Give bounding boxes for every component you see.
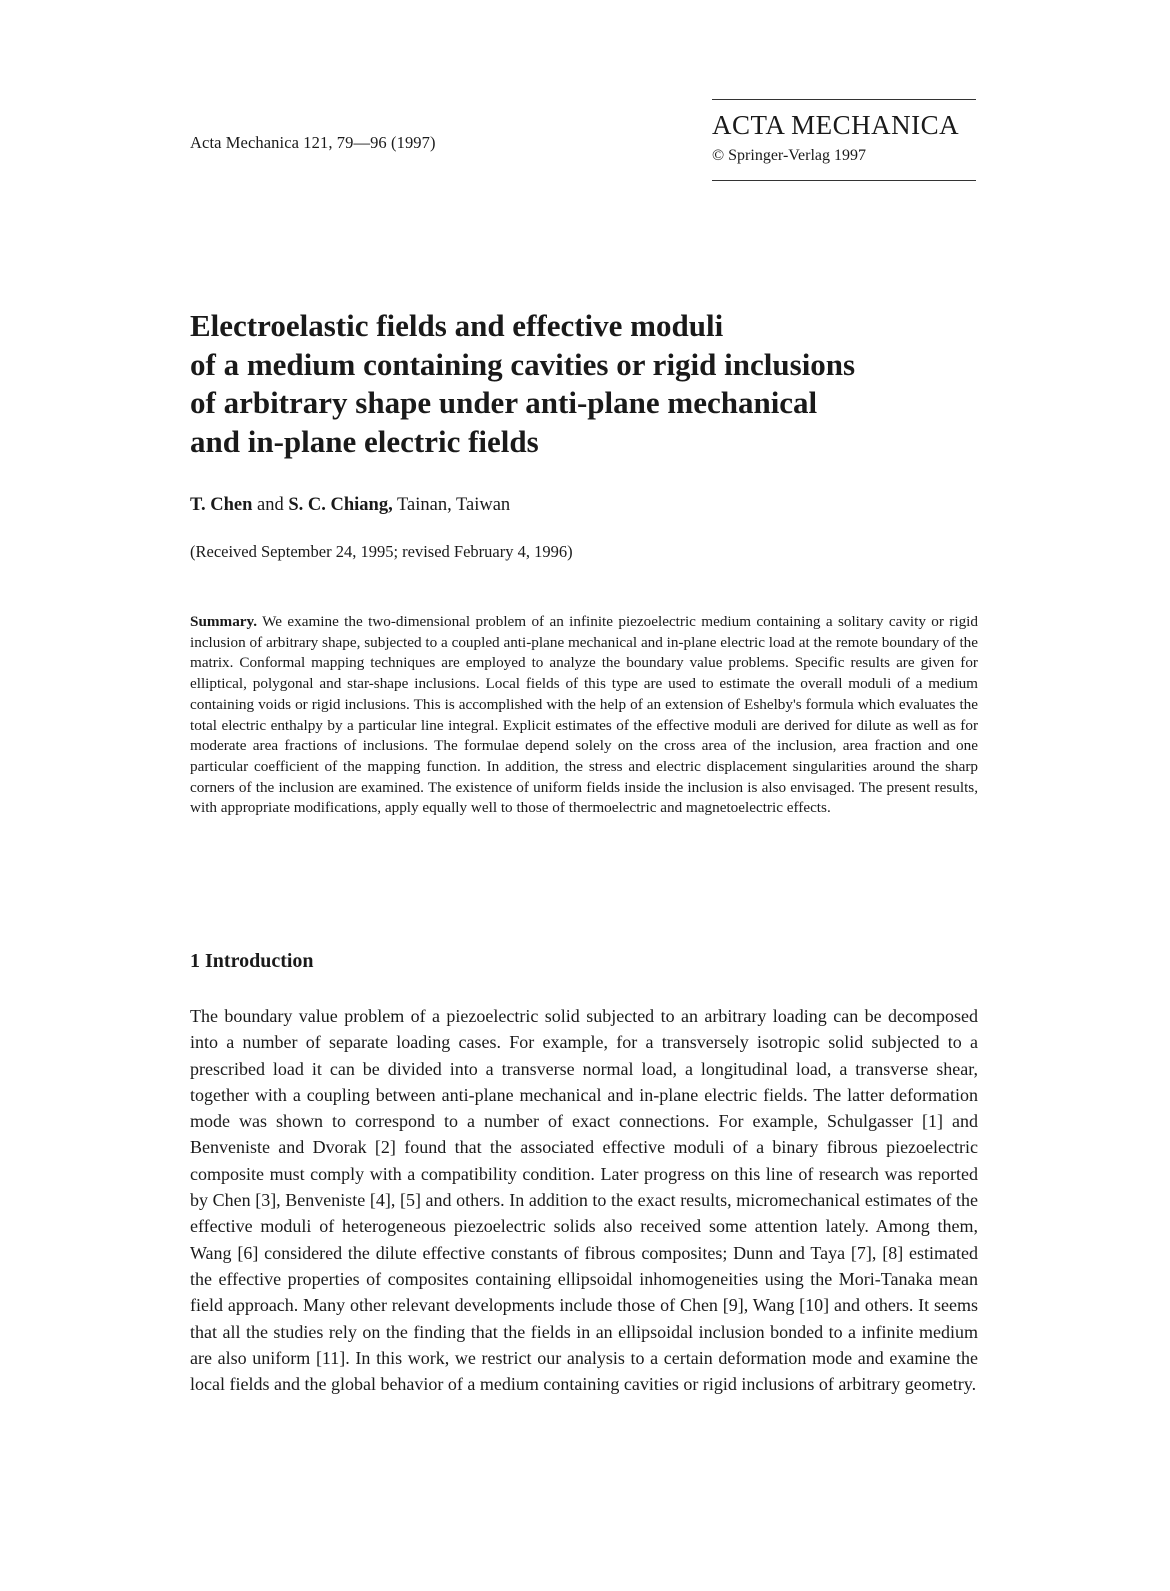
title-line-4: and in-plane electric fields — [190, 423, 539, 459]
journal-name: ACTA MECHANICA — [712, 110, 960, 140]
title-line-2: of a medium containing cavities or rigid inclusions — [190, 346, 856, 382]
author-affiliation: Tainan, Taiwan — [392, 495, 511, 515]
title-line-1: Electroelastic fields and effective moduli — [190, 308, 724, 343]
author-chen: T. Chen — [190, 495, 253, 515]
author-line — [190, 495, 510, 516]
author-chiang: S. C. Chiang, — [288, 495, 393, 515]
publisher-copyright: © Springer-Verlag 1997 — [712, 147, 867, 164]
introduction-paragraph: The boundary value problem of a piezoelectric solid subjected to an arbitrary loading can be decomposed into a number of separate loading cases. For example, for a transversely isotropic solid subjected to a prescribed load it can be divided into a transverse normal load, a longitudinal load, a transverse shear, together with a coupling between anti-plane mechanical and in-plane electric fields. The latter deformation mode was shown to correspond to a number of exact connections. For example, Schulgasser [1] and Benveniste and Dvorak [2] found that the associated effective moduli of a binary fibrous piezoelectric composite must comply with a compatibility condition. Later progress on this line of research was reported by Chen [3], Benveniste [4], [5] and others. In addition to the exact results, micromechanical estimates of the effective moduli of heterogeneous piezoelectric solids also received some attention lately. Among them, Wang [6] considered the dilute effective constants of fibrous composites; Dunn and Taya [7], [8] estimated the effective properties of composites containing ellipsoidal inhomogeneities using the Mori-Tanaka mean field approach. Many other relevant developments include those of Chen [9], Wang [10] and others. It seems that all the studies rely on the finding that the fields in an ellipsoidal inclusion bonded to a infinite medium are also uniform [11]. In this work, we restrict our analysis to a certain deformation mode and examine the local fields and the global behavior of a medium containing cavities or rigid inclusions of arbitrary geometry. — [190, 1006, 978, 1395]
journal-masthead — [712, 99, 976, 181]
article-title — [190, 307, 990, 461]
received-dates: (Received September 24, 1995; revised February 4, 1996) — [190, 542, 573, 561]
abstract-label: Summary. — [190, 613, 258, 630]
section-heading-introduction: 1 Introduction — [190, 950, 314, 972]
journal-citation: Acta Mechanica 121, 79—96 (1997) — [190, 133, 436, 152]
title-line-3: of arbitrary shape under anti-plane mechanical — [190, 385, 818, 420]
abstract — [190, 612, 978, 819]
author-conjunction: and — [252, 495, 289, 515]
abstract-text: We examine the two-dimensional problem of an infinite piezoelectric medium containing a solitary cavity or rigid inclusion of arbitrary shape, subjected to a coupled anti-plane mechanical and in-plane electric load at the remote boundary of the matrix. Conformal mapping techniques are employed to analyze the boundary value problems. Specific results are given for elliptical, polygonal and star-shape inclusions. Local fields of this type are used to estimate the overall moduli of a medium containing voids or rigid inclusions. This is accomplished with the help of an extension of Eshelby's formula which evaluates the total electric enthalpy by a particular line integral. Explicit estimates of the effective moduli are derived for dilute as well as for moderate area fractions of inclusions. The formulae depend solely on the cross area of the inclusion, area fraction and one particular coefficient of the mapping function. In addition, the stress and electric displacement singularities around the sharp corners of the inclusion are examined. The existence of uniform fields inside the inclusion is also envisaged. The present results, with appropriate modifications, apply equally well to those of thermoelectric and magnetoelectric effects. — [190, 613, 978, 817]
